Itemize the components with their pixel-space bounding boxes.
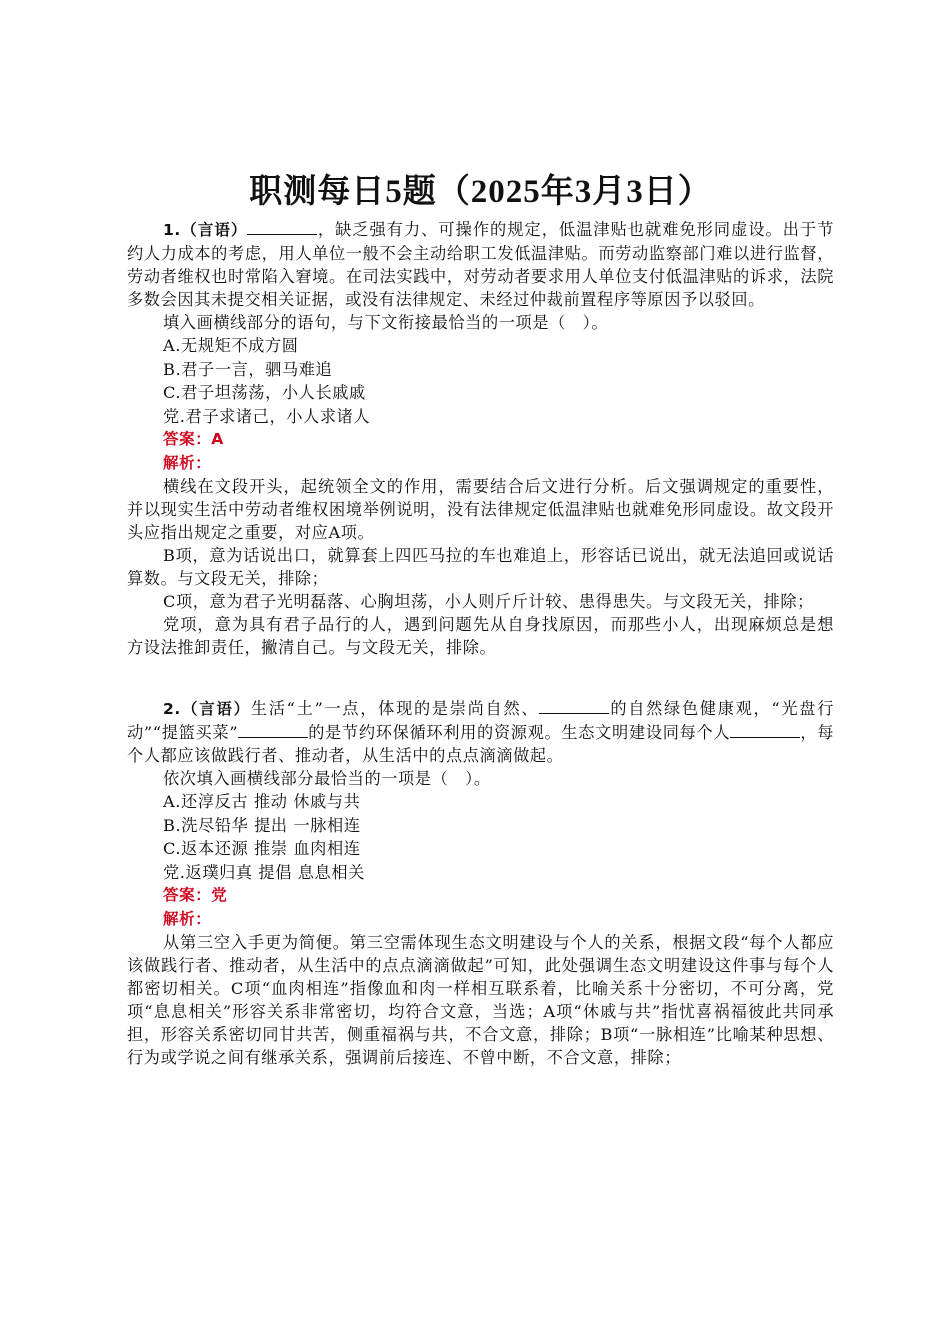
- fill-blank: [247, 220, 317, 235]
- analysis-paragraph: 从第三空入手更为简便。第三空需体现生态文明建设与个人的关系，根据文段“每个人都应该做践行者、推动者，从生活中的点点滴滴做起”可知，此处强调生态文明建设这件事与每个人都密切相关。C项“血肉相连”指像血和肉一样相互联系着，比喻关系十分密切，不可分离，党项“息息相关”形容关系非常密切，均符合文意，当选；A项“休戚与共”指忧喜祸福彼此共同承担，形容关系密切同甘共苦，侧重福祸与共，不合文意，排除；B项“一脉相连”比喻某种思想、行为或学说之间有继承关系，强调前后接连、不曾中断，不合文意，排除；: [127, 933, 834, 1067]
- stem-text: 的是节约环保循环利用的资源观。生态文明建设同每个人: [308, 723, 731, 742]
- question-1: [127, 218, 834, 659]
- option-d: 党.返璞归真 提倡 息息相关: [163, 862, 365, 882]
- answer: 答案：A: [163, 430, 224, 448]
- analysis-paragraph: C项，意为君子光明磊落、心胸坦荡，小人则斤斤计较、患得患失。与文段无关，排除；: [163, 592, 814, 611]
- analysis-paragraph: 横线在文段开头，起统领全文的作用，需要结合后文进行分析。后文强调规定的重要性，并以现实生活中劳动者维权困境举例说明，没有法律规定低温津贴也就难免形同虚设。故文段开头应指出规定之重要，对应A项。: [127, 477, 834, 542]
- option-a: A.还淳反古 推动 休戚与共: [163, 792, 361, 811]
- question-stem: [127, 218, 834, 311]
- question-number: 2.: [163, 700, 181, 718]
- option-b: B.洗尽铅华 提出 一脉相连: [163, 815, 361, 835]
- question-tag: （言语）: [180, 700, 251, 718]
- analysis-paragraph: 党项，意为具有君子品行的人，遇到问题先从自身找原因，而那些小人，出现麻烦总是想方设法推卸责任，撇清自己。与文段无关，排除。: [127, 615, 834, 657]
- fill-blank: [730, 723, 800, 738]
- stem-text: ，缺乏强有力、可操作的规定，低温津贴也就难免形同虚设。出于节约人力成本的考虑，用人单位一般不会主动给职工发低温津贴。而劳动监察部门难以进行监督，劳动者维权也时常陷入窘境。在司法实践中，对劳动者要求用人单位支付低温津贴的诉求，法院多数会因其未提交相关证据，或没有法律规定、未经过仲裁前置程序等原因予以驳回。: [127, 220, 834, 309]
- answer: 答案：党: [163, 886, 228, 904]
- option-c: C.返本还源 推崇 血肉相连: [163, 839, 361, 858]
- option-b: B.君子一言，驷马难追: [163, 359, 333, 379]
- page-title: 职测每日5题（2025年3月3日）: [249, 174, 712, 210]
- stem-text: 的自然绿色健康观，“光盘行动”“提篮买菜”: [127, 699, 834, 742]
- question-number: 1.: [163, 221, 181, 239]
- document-page: [127, 170, 834, 1069]
- option-a: A.无规矩不成方圆: [163, 336, 299, 355]
- analysis-paragraph: B项，意为话说出口，就算套上四匹马拉的车也难追上，形容话已说出，就无法追回或说话算数。与文段无关，排除；: [127, 546, 834, 588]
- fill-blank: [238, 723, 308, 738]
- question-stem: [127, 697, 834, 767]
- stem-text: 生活“土”一点，体现的是崇尚自然、: [250, 699, 540, 718]
- fill-blank: [539, 699, 609, 714]
- question-tag: （言语）: [180, 221, 248, 239]
- question-prompt: 填入画横线部分的语句，与下文衔接最恰当的一项是（ ）。: [163, 313, 609, 332]
- stem-text: ，每个人都应该做践行者、推动者，从生活中的点点滴滴做起。: [127, 723, 834, 765]
- option-c: C.君子坦荡荡，小人长戚戚: [163, 383, 366, 402]
- option-d: 党.君子求诸己，小人求诸人: [163, 406, 371, 426]
- analysis-label: 解析：: [163, 453, 212, 472]
- question-prompt: 依次填入画横线部分最恰当的一项是（ ）。: [163, 769, 491, 788]
- question-2: [127, 697, 834, 1069]
- analysis-label: 解析：: [163, 909, 212, 928]
